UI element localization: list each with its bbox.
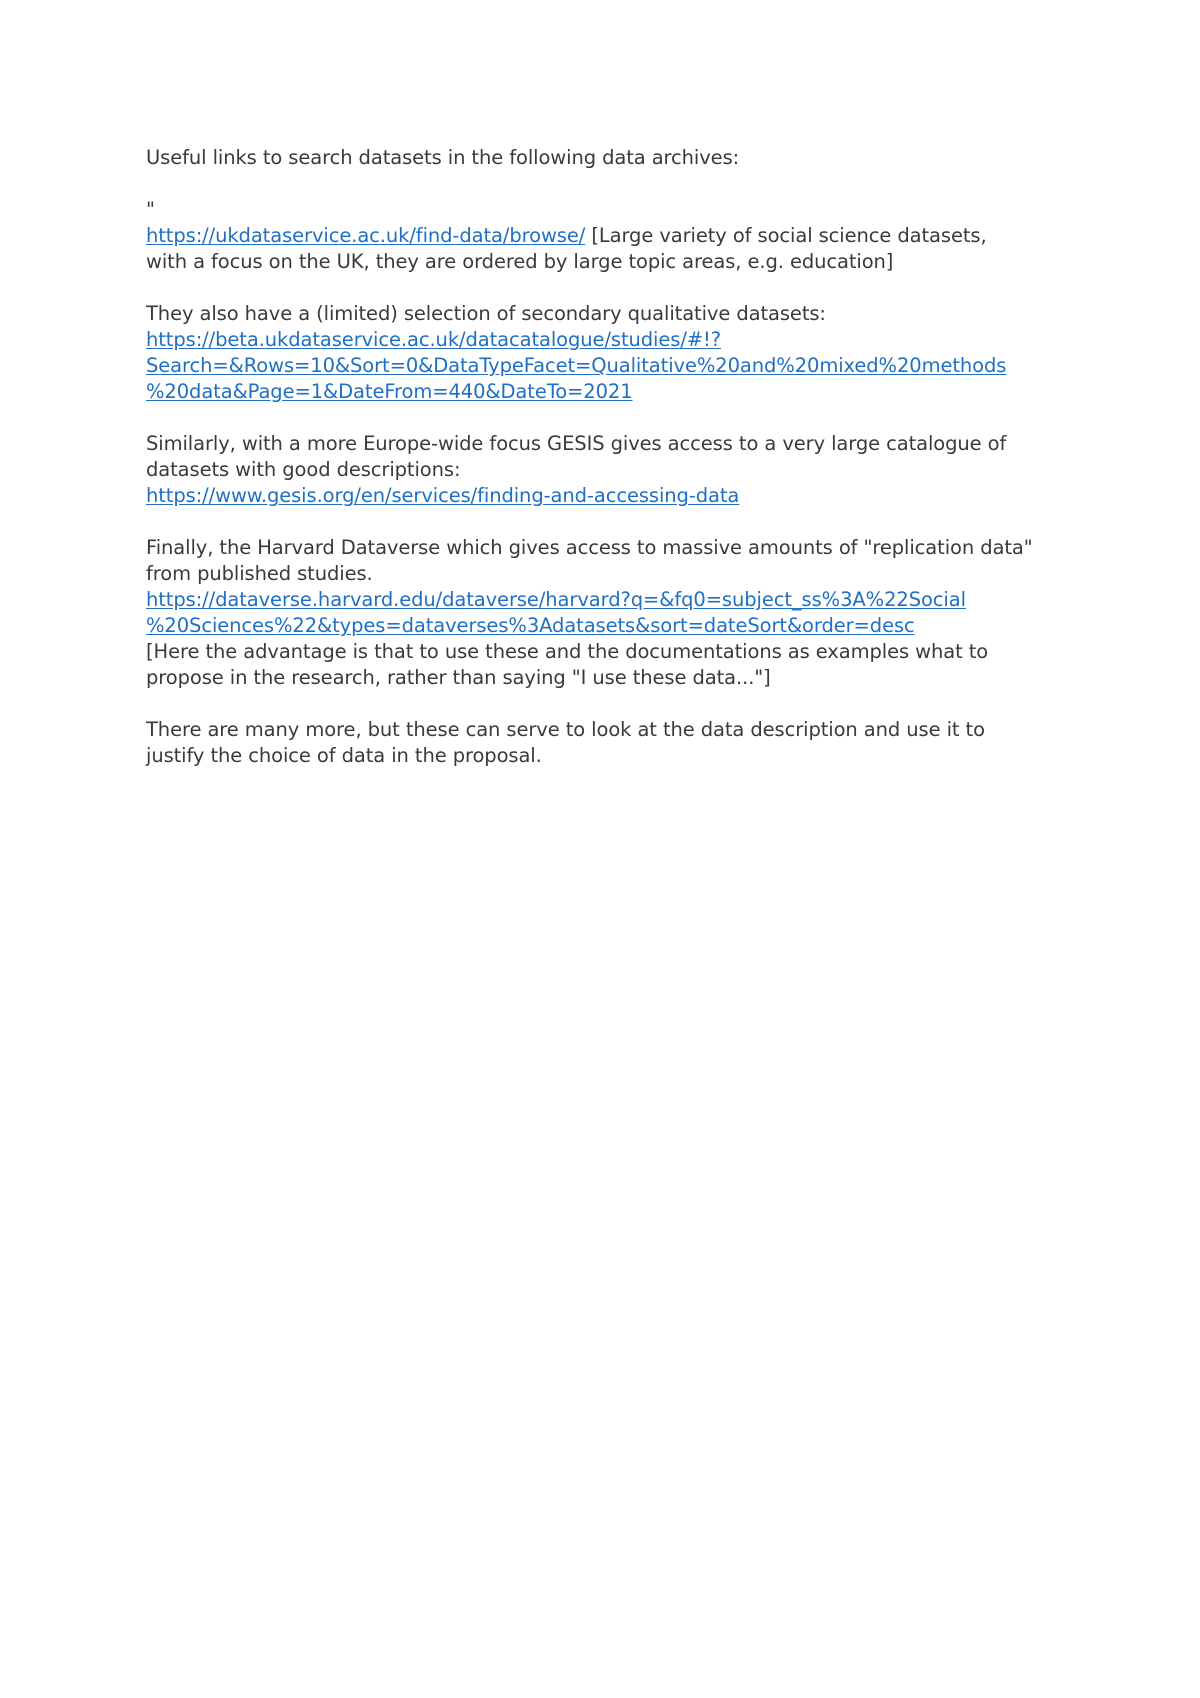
harvard-text-1: Finally, the Harvard Dataverse which gives access to massive amounts of "replication data"	[146, 536, 1033, 559]
qualitative-paragraph	[146, 301, 1076, 405]
qualitative-link-line-3	[146, 379, 1076, 405]
harvard-link-line-2	[146, 613, 1076, 639]
qualitative-link-line-1	[146, 327, 1076, 353]
closing-text-1: There are many more, but these can serve to look at the data description and use it to	[146, 718, 985, 741]
quote-mark: "	[146, 198, 155, 221]
qualitative-link-part-1[interactable]: https://beta.ukdataservice.ac.uk/datacatalogue/studies/#!?	[146, 328, 722, 351]
intro-paragraph	[146, 145, 1076, 171]
qualitative-link-part-2[interactable]: Search=&Rows=10&Sort=0&DataTypeFacet=Qualitative%20and%20mixed%20methods	[146, 354, 1007, 377]
closing-paragraph	[146, 717, 1076, 769]
ukds-line-1	[146, 223, 1076, 249]
harvard-link-part-1[interactable]: https://dataverse.harvard.edu/dataverse/harvard?q=&fq0=subject_ss%3A%22Social	[146, 588, 966, 611]
document-body	[146, 145, 1076, 795]
harvard-note-1: [Here the advantage is that to use these and the documentations as examples what to	[146, 640, 989, 663]
harvard-link-part-2[interactable]: %20Sciences%22&types=dataverses%3Adatasets&sort=dateSort&order=desc	[146, 614, 915, 637]
closing-text-2: justify the choice of data in the proposal.	[146, 744, 542, 767]
gesis-link-line	[146, 483, 1076, 509]
ukds-description-2: with a focus on the UK, they are ordered by large topic areas, e.g. education]	[146, 250, 894, 273]
harvard-paragraph	[146, 535, 1076, 691]
gesis-text-2: datasets with good descriptions:	[146, 458, 461, 481]
gesis-link[interactable]: https://www.gesis.org/en/services/finding-and-accessing-data	[146, 484, 740, 507]
qualitative-link-part-3[interactable]: %20data&Page=1&DateFrom=440&DateTo=2021	[146, 380, 633, 403]
qualitative-link-line-2	[146, 353, 1076, 379]
qualitative-text: They also have a (limited) selection of secondary qualitative datasets:	[146, 302, 826, 325]
gesis-text-1: Similarly, with a more Europe-wide focus GESIS gives access to a very large catalogue of	[146, 432, 1007, 455]
ukds-description-1: [Large variety of social science datasets,	[591, 224, 987, 247]
ukds-paragraph	[146, 197, 1076, 275]
harvard-text-2: from published studies.	[146, 562, 373, 585]
harvard-note-2: propose in the research, rather than saying "I use these data..."]	[146, 666, 771, 689]
ukds-link[interactable]: https://ukdataservice.ac.uk/find-data/browse/	[146, 224, 586, 247]
intro-text: Useful links to search datasets in the following data archives:	[146, 146, 740, 169]
harvard-link-line-1	[146, 587, 1076, 613]
gesis-paragraph	[146, 431, 1076, 509]
